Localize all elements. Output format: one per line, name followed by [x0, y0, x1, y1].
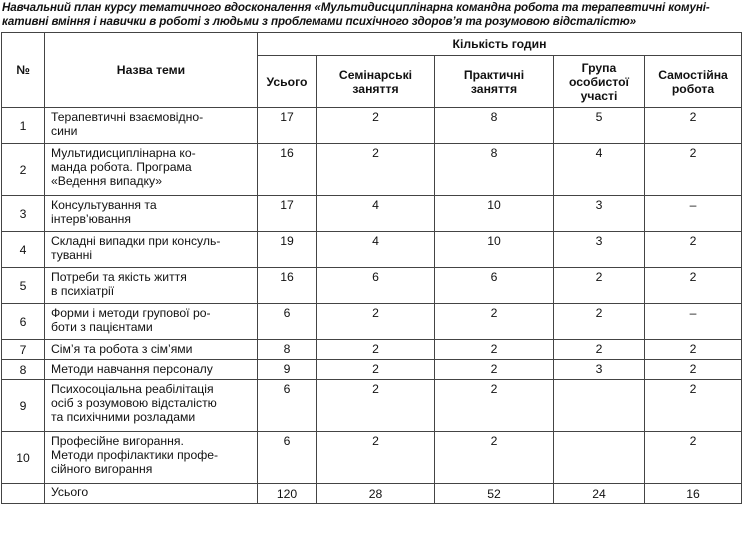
row-self-hours: –	[645, 304, 742, 340]
row-total-hours: 17	[258, 196, 317, 232]
row-total-hours: 9	[258, 360, 317, 380]
table-row	[2, 304, 742, 340]
row-group-hours	[554, 432, 645, 484]
row-total-hours: 16	[258, 268, 317, 304]
row-self-hours: 2	[645, 340, 742, 360]
table-row	[2, 340, 742, 360]
row-practical-hours: 2	[435, 380, 554, 432]
table-row	[2, 196, 742, 232]
row-seminar-hours: 6	[317, 268, 435, 304]
table-row	[2, 268, 742, 304]
row-number: 6	[2, 304, 45, 340]
row-practical-hours: 2	[435, 340, 554, 360]
row-number: 10	[2, 432, 45, 484]
row-total-hours: 6	[258, 432, 317, 484]
row-number: 8	[2, 360, 45, 380]
row-total-hours: 16	[258, 144, 317, 196]
row-total-hours: 6	[258, 380, 317, 432]
row-number: 3	[2, 196, 45, 232]
row-seminar-hours: 2	[317, 108, 435, 144]
row-topic: Складні випадки при консуль- туванні	[45, 232, 258, 268]
table-row	[2, 144, 742, 196]
row-topic: Психосоціальна реабілітація осіб з розумовою відсталістю та психічними розладами	[45, 380, 258, 432]
row-group-hours: 2	[554, 340, 645, 360]
row-number: 2	[2, 144, 45, 196]
row-group-hours: 2	[554, 304, 645, 340]
total-row-seminar-hours: 28	[317, 484, 435, 504]
total-row	[2, 484, 742, 504]
row-number: 5	[2, 268, 45, 304]
header-number: №	[2, 33, 45, 108]
row-self-hours: 2	[645, 232, 742, 268]
table-row	[2, 432, 742, 484]
row-practical-hours: 2	[435, 432, 554, 484]
row-group-hours: 4	[554, 144, 645, 196]
row-topic: Мультидисциплінарна ко- манда робота. Програма «Ведення випадку»	[45, 144, 258, 196]
total-row-group-hours: 24	[554, 484, 645, 504]
total-row-total-hours: 120	[258, 484, 317, 504]
row-self-hours: 2	[645, 268, 742, 304]
row-topic: Потреби та якість життя в психіатрії	[45, 268, 258, 304]
caption-title: «Мультидисциплінарна командна робота та терапевтичні комуні- кативні вміння і навички в роботі з людьми з проблемами психічного здоров’я та розумовою відсталістю»	[2, 1, 710, 28]
row-total-hours: 19	[258, 232, 317, 268]
row-seminar-hours: 2	[317, 360, 435, 380]
row-self-hours: 2	[645, 144, 742, 196]
row-group-hours: 3	[554, 232, 645, 268]
row-practical-hours: 2	[435, 304, 554, 340]
row-group-hours: 3	[554, 360, 645, 380]
row-group-hours	[554, 380, 645, 432]
row-practical-hours: 10	[435, 196, 554, 232]
row-topic: Терапевтичні взаємовідно- сини	[45, 108, 258, 144]
row-self-hours: 2	[645, 432, 742, 484]
table-row	[2, 108, 742, 144]
header-hours: Кількість годин	[258, 33, 742, 56]
total-row-label: Усього	[45, 484, 258, 504]
header-topic: Назва теми	[45, 33, 258, 108]
row-topic: Форми і методи групової ро- боти з пацієнтами	[45, 304, 258, 340]
row-total-hours: 8	[258, 340, 317, 360]
curriculum-table	[1, 32, 742, 504]
row-seminar-hours: 4	[317, 196, 435, 232]
total-row-self-hours: 16	[645, 484, 742, 504]
row-practical-hours: 10	[435, 232, 554, 268]
row-self-hours: 2	[645, 360, 742, 380]
row-topic: Методи навчання персоналу	[45, 360, 258, 380]
table-row	[2, 360, 742, 380]
header-total: Усього	[258, 56, 317, 108]
table-body	[2, 108, 742, 504]
row-seminar-hours: 2	[317, 432, 435, 484]
total-row-practical-hours: 52	[435, 484, 554, 504]
row-practical-hours: 8	[435, 108, 554, 144]
row-group-hours: 5	[554, 108, 645, 144]
row-number: 1	[2, 108, 45, 144]
row-topic: Консультування та інтерв’ювання	[45, 196, 258, 232]
row-group-hours: 2	[554, 268, 645, 304]
header-practical: Практичні заняття	[435, 56, 554, 108]
row-seminar-hours: 2	[317, 380, 435, 432]
table-row	[2, 232, 742, 268]
row-number: 4	[2, 232, 45, 268]
row-self-hours: –	[645, 196, 742, 232]
row-group-hours: 3	[554, 196, 645, 232]
caption-lead: Навчальний план курсу тематичного вдосконалення	[2, 1, 312, 14]
row-topic: Сім’я та робота з сім’ями	[45, 340, 258, 360]
header-group: Група особистої участі	[554, 56, 645, 108]
table-caption	[2, 1, 740, 29]
row-seminar-hours: 2	[317, 304, 435, 340]
table-row	[2, 380, 742, 432]
row-self-hours: 2	[645, 108, 742, 144]
row-topic: Професійне вигорання. Методи профілактики профе- сійного вигорання	[45, 432, 258, 484]
row-seminar-hours: 2	[317, 340, 435, 360]
row-total-hours: 6	[258, 304, 317, 340]
row-practical-hours: 2	[435, 360, 554, 380]
row-number: 7	[2, 340, 45, 360]
header-self: Самостійна робота	[645, 56, 742, 108]
row-seminar-hours: 4	[317, 232, 435, 268]
row-total-hours: 17	[258, 108, 317, 144]
row-practical-hours: 8	[435, 144, 554, 196]
row-practical-hours: 6	[435, 268, 554, 304]
header-seminar: Семінарські заняття	[317, 56, 435, 108]
total-row-number	[2, 484, 45, 504]
row-number: 9	[2, 380, 45, 432]
row-seminar-hours: 2	[317, 144, 435, 196]
row-self-hours: 2	[645, 380, 742, 432]
